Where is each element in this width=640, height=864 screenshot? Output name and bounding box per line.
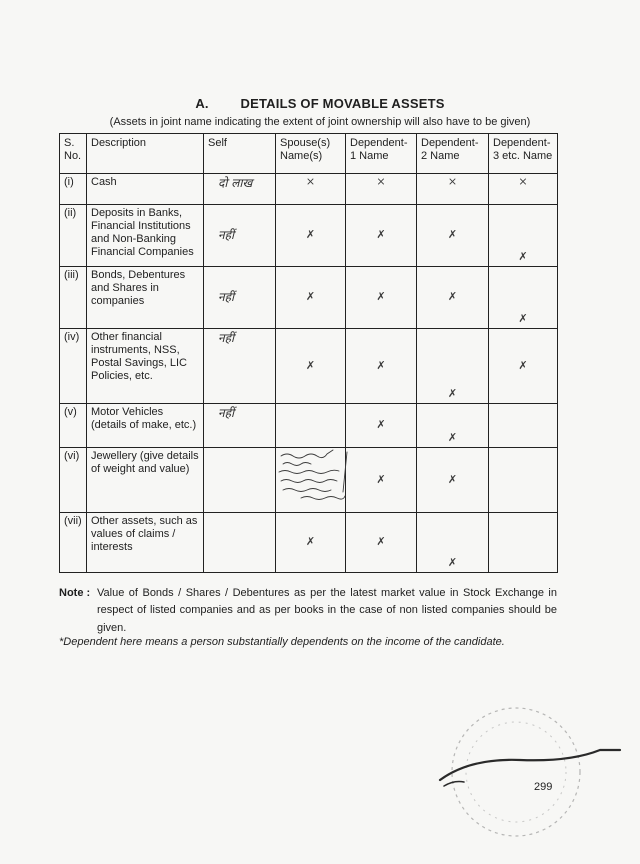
self-handwritten-entry: नहीं [204,404,276,448]
header-spouse: Spouse(s) Name(s) [276,134,346,174]
dependent-1-cross-mark: × [346,174,417,205]
row-sno: (vi) [60,448,87,513]
dependent-3-cross-mark: × [489,174,558,205]
dependent-2-cross-mark: ✗ [417,205,489,267]
row-description: Other financial instruments, NSS, Postal Savings, LIC Policies, etc. [87,329,204,404]
dependent-2-cross-mark: × [417,174,489,205]
spouse-cross-mark: ✗ [276,329,346,404]
row-description: Cash [87,174,204,205]
dependent-1-cross-mark: ✗ [346,448,417,513]
header-description: Description [87,134,204,174]
dependent-1-cross-mark: ✗ [346,329,417,404]
dependent-3-cross-mark: ✗ [489,329,558,404]
self-handwritten-entry: दो लाख [204,174,276,205]
note-label: Note : [59,587,91,599]
row-description: Deposits in Banks, Financial Institutions and Non-Banking Financial Companies [87,205,204,267]
dependent-2-cross-mark: ✗ [417,329,489,404]
row-description: Motor Vehicles (details of make, etc.) [87,404,204,448]
row-description: Jewellery (give details of weight and value) [87,448,204,513]
header-dependent-2: Dependent-2 Name [417,134,489,174]
dependent-1-cross-mark: ✗ [346,205,417,267]
header-self: Self [204,134,276,174]
dependent-2-cross-mark: ✗ [417,404,489,448]
row-sno: (i) [60,174,87,205]
row-sno: (ii) [60,205,87,267]
row-sno: (v) [60,404,87,448]
dependent-2-cross-mark: ✗ [417,513,489,573]
dependent-footnote: *Dependent here means a person substantially dependents on the income of the candidate. [59,636,505,648]
row-description: Bonds, Debentures and Shares in companies [87,267,204,329]
dependent-2-cross-mark: ✗ [417,267,489,329]
section-label: A. [195,96,209,111]
dependent-2-cross-mark: ✗ [417,448,489,513]
spouse-cross-mark: ✗ [276,267,346,329]
section-title: DETAILS OF MOVABLE ASSETS [240,96,445,111]
dependent-3-cross-mark: ✗ [489,267,558,329]
header-dependent-3: Dependent-3 etc. Name [489,134,558,174]
page-number: 299 [534,781,553,793]
row-sno: (vii) [60,513,87,573]
self-handwritten-entry: नहीं [204,329,276,404]
spouse-cross-mark: × [276,174,346,205]
spouse-cross-mark: ✗ [276,205,346,267]
self-handwritten-entry: नहीं [204,205,276,267]
row-sno: (iii) [60,267,87,329]
row-description: Other assets, such as values of claims / interests [87,513,204,573]
header-dependent-1: Dependent-1 Name [346,134,417,174]
header-sno: S. No. [60,134,87,174]
dependent-1-cross-mark: ✗ [346,267,417,329]
row-sno: (iv) [60,329,87,404]
self-handwritten-entry: नहीं [204,267,276,329]
spouse-cross-mark: ✗ [276,513,346,573]
dependent-1-cross-mark: ✗ [346,404,417,448]
note-text: Value of Bonds / Shares / Debentures as per the latest market value in Stock Exchange in respect of listed companies and as per books in the case of non listed companies should be given. [97,586,557,634]
dependent-3-cross-mark: ✗ [489,205,558,267]
dependent-1-cross-mark: ✗ [346,513,417,573]
section-subtitle: (Assets in joint name indicating the extent of joint ownership will also have to be given) [109,116,531,128]
